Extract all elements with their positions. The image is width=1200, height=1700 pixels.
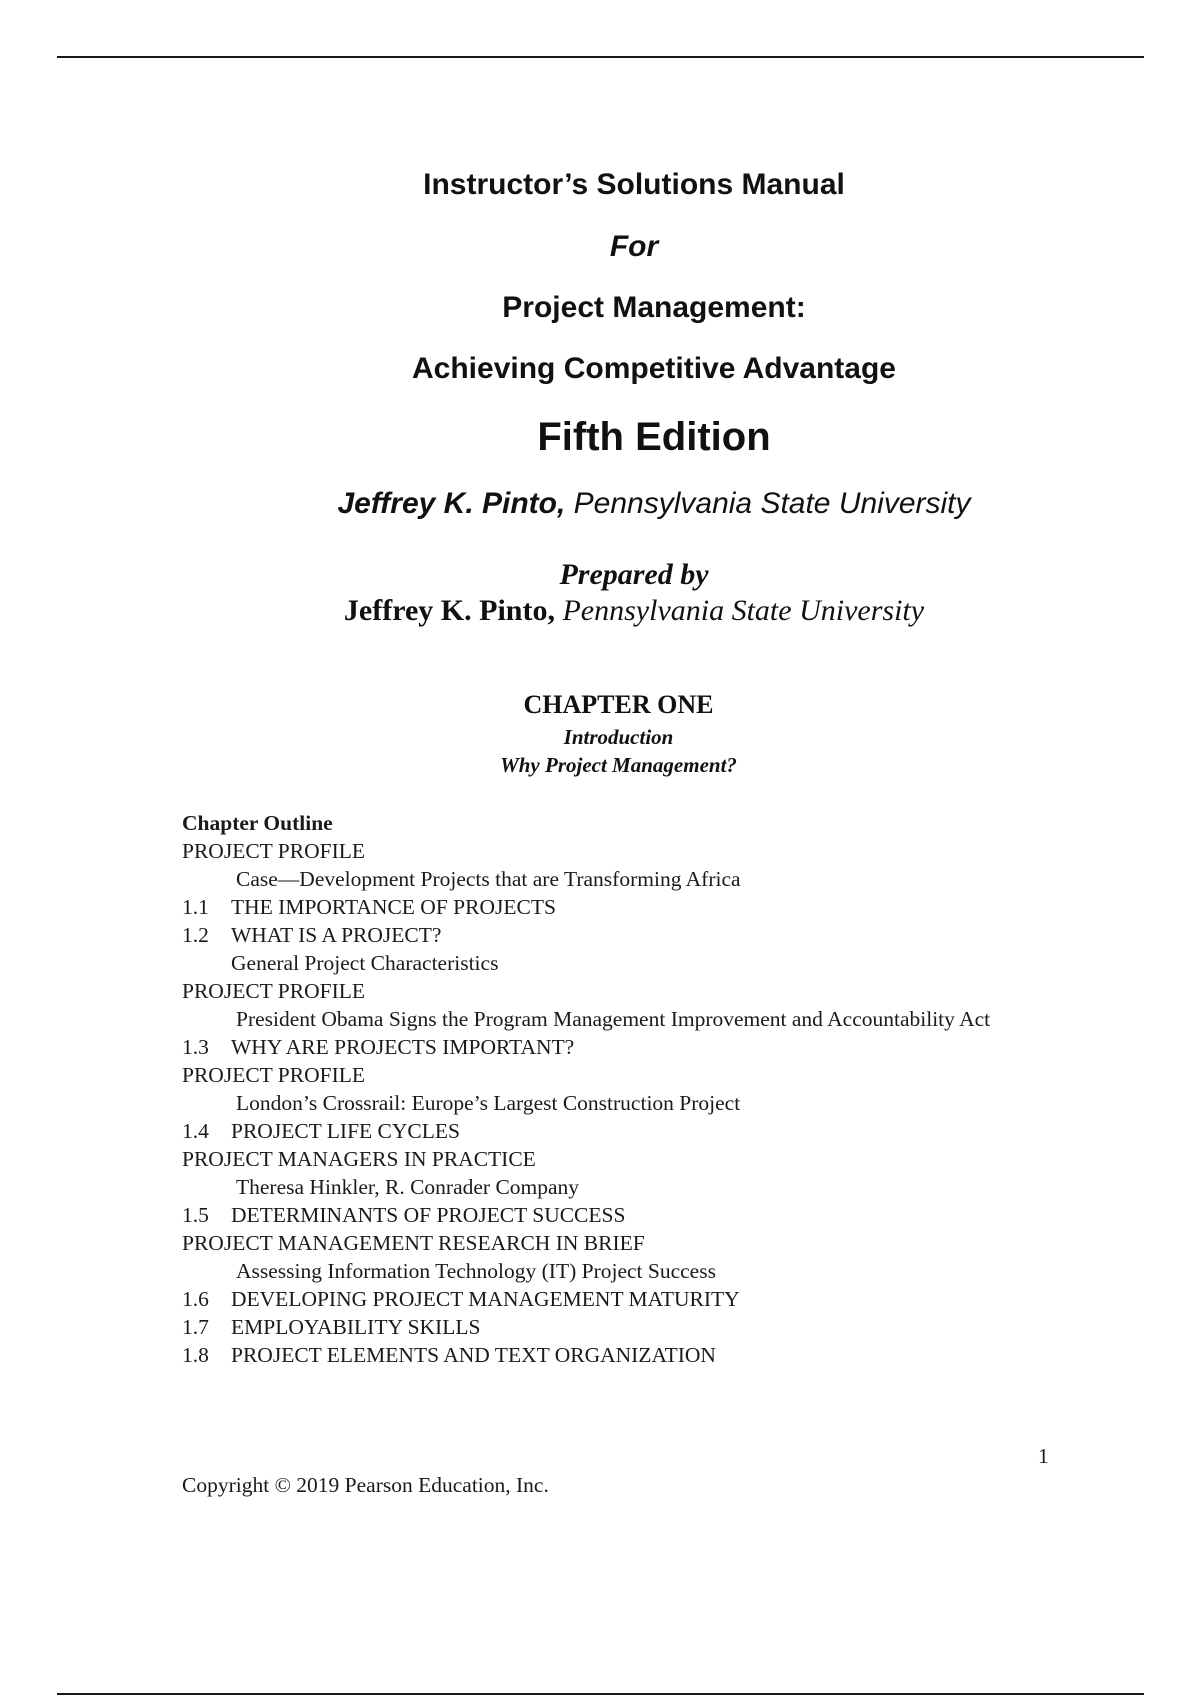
author-line bbox=[0, 487, 1200, 521]
book-title-line1: Project Management: bbox=[502, 291, 806, 324]
top-rule bbox=[57, 56, 1144, 58]
outline-item bbox=[182, 949, 1082, 977]
outline-item bbox=[182, 1005, 1066, 1033]
outline-item bbox=[182, 921, 1082, 949]
section-number: 1.3 bbox=[182, 1035, 209, 1059]
outline-item-text: Assessing Information Technology (IT) Project Success bbox=[236, 1259, 716, 1283]
outline-item-text: Case—Development Projects that are Transforming Africa bbox=[236, 867, 741, 891]
outline-item bbox=[182, 1285, 1082, 1313]
book-title-line2: Achieving Competitive Advantage bbox=[412, 352, 896, 385]
outline-item-text: EMPLOYABILITY SKILLS bbox=[231, 1315, 481, 1339]
edition: Fifth Edition bbox=[537, 415, 771, 459]
outline-item-text: PROJECT MANAGEMENT RESEARCH IN BRIEF bbox=[182, 1231, 645, 1255]
outline-item-text: WHY ARE PROJECTS IMPORTANT? bbox=[231, 1035, 575, 1059]
chapter-outline bbox=[182, 809, 1082, 1369]
prepared-by-label: Prepared by bbox=[559, 558, 709, 591]
outline-item-text: PROJECT LIFE CYCLES bbox=[231, 1119, 460, 1143]
outline-item-text: President Obama Signs the Program Management Improvement and Accountability Act bbox=[236, 1007, 991, 1031]
outline-item bbox=[182, 1061, 1082, 1089]
section-number: 1.2 bbox=[182, 923, 209, 947]
bottom-rule bbox=[57, 1693, 1144, 1695]
outline-item-text: PROJECT MANAGERS IN PRACTICE bbox=[182, 1147, 536, 1171]
author-affiliation: Pennsylvania State University bbox=[573, 487, 971, 520]
outline-item bbox=[182, 837, 1082, 865]
page-number: 1 bbox=[1038, 1444, 1049, 1468]
section-number: 1.7 bbox=[182, 1315, 209, 1339]
section-number: 1.1 bbox=[182, 895, 209, 919]
preparer-affiliation: Pennsylvania State University bbox=[562, 594, 925, 627]
author-name: Jeffrey K. Pinto, bbox=[337, 487, 566, 520]
outline-item-text: PROJECT PROFILE bbox=[182, 979, 365, 1003]
outline-item-text: DETERMINANTS OF PROJECT SUCCESS bbox=[231, 1203, 626, 1227]
outline-item bbox=[182, 1117, 1082, 1145]
preparer-name: Jeffrey K. Pinto, bbox=[343, 594, 555, 627]
chapter-title: Introduction bbox=[563, 725, 674, 749]
outline-heading: Chapter Outline bbox=[182, 811, 333, 835]
outline-item bbox=[182, 893, 1082, 921]
outline-item bbox=[182, 1201, 1082, 1229]
outline-item-text: PROJECT PROFILE bbox=[182, 1063, 365, 1087]
outline-item bbox=[182, 1089, 1082, 1117]
outline-item-text: London’s Crossrail: Europe’s Largest Construction Project bbox=[236, 1091, 741, 1115]
outline-item bbox=[182, 1173, 1082, 1201]
outline-item bbox=[182, 1229, 1082, 1257]
section-number: 1.4 bbox=[182, 1119, 209, 1143]
outline-item bbox=[182, 1257, 1082, 1285]
outline-item-text: DEVELOPING PROJECT MANAGEMENT MATURITY bbox=[231, 1287, 740, 1311]
manual-title: Instructor’s Solutions Manual bbox=[423, 168, 845, 201]
outline-item bbox=[182, 977, 1082, 1005]
copyright-notice: Copyright © 2019 Pearson Education, Inc. bbox=[182, 1473, 549, 1497]
outline-item bbox=[182, 1313, 1082, 1341]
outline-item bbox=[182, 1033, 1082, 1061]
section-number: 1.6 bbox=[182, 1287, 209, 1311]
for-label: For bbox=[609, 230, 659, 263]
outline-item-text: THE IMPORTANCE OF PROJECTS bbox=[231, 895, 556, 919]
outline-item-text: PROJECT PROFILE bbox=[182, 839, 365, 863]
section-number: 1.5 bbox=[182, 1203, 209, 1227]
outline-item-text: PROJECT ELEMENTS AND TEXT ORGANIZATION bbox=[231, 1343, 716, 1367]
outline-item bbox=[182, 1341, 1082, 1369]
outline-item-text: General Project Characteristics bbox=[231, 951, 499, 975]
outline-item bbox=[182, 1145, 1082, 1173]
outline-item-text: WHAT IS A PROJECT? bbox=[231, 923, 442, 947]
outline-item-text: Theresa Hinkler, R. Conrader Company bbox=[236, 1175, 580, 1199]
outline-item bbox=[182, 865, 1082, 893]
prepared-by-line bbox=[0, 594, 1200, 628]
section-number: 1.8 bbox=[182, 1343, 209, 1367]
chapter-number: CHAPTER ONE bbox=[523, 690, 714, 719]
outline-list bbox=[182, 837, 1082, 1369]
chapter-subtitle: Why Project Management? bbox=[500, 753, 737, 777]
